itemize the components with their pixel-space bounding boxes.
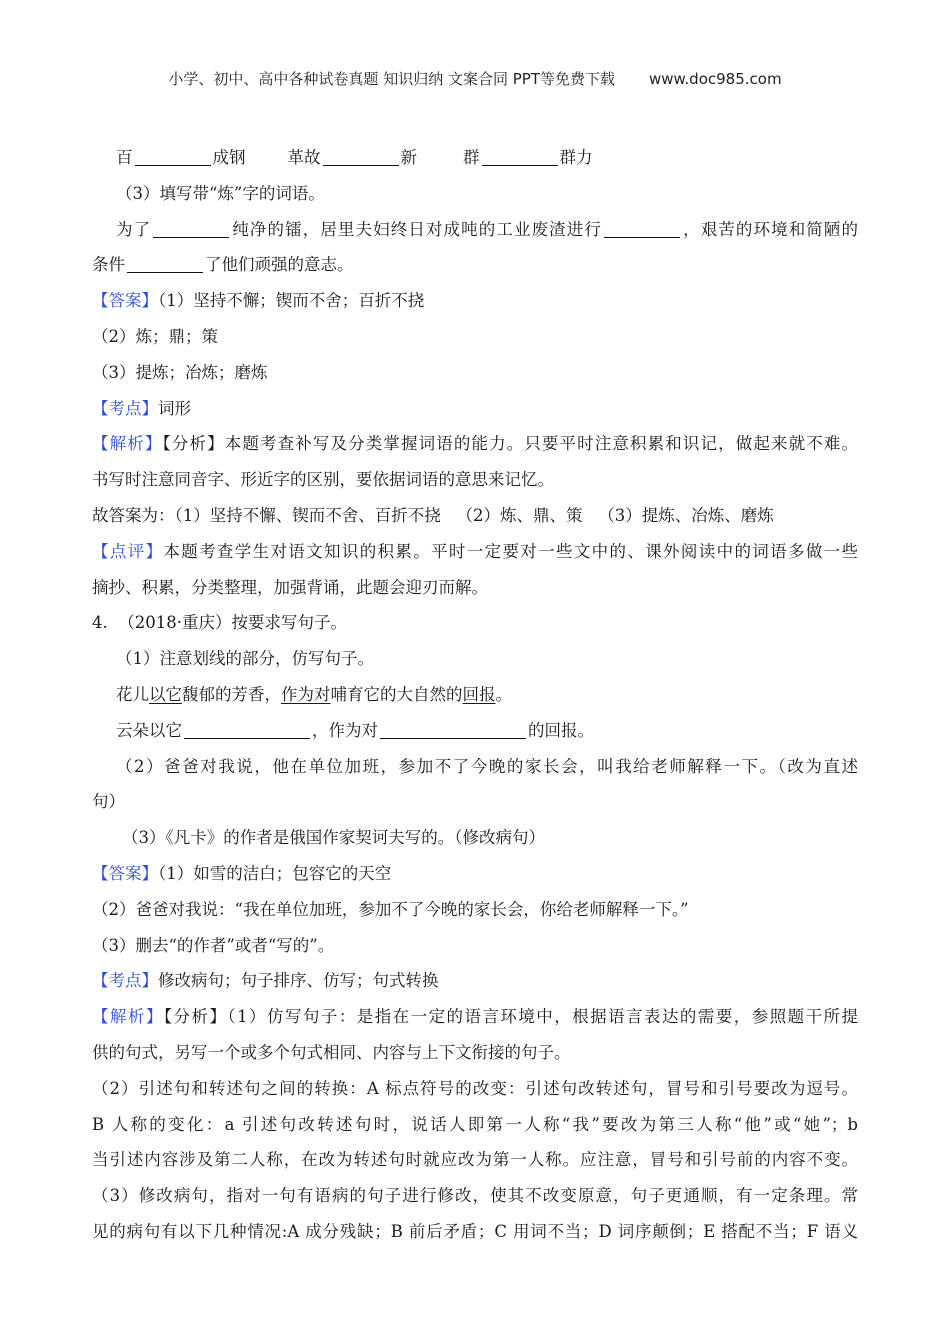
blank — [184, 720, 310, 739]
q3-line1 — [92, 212, 858, 248]
answer-text: （1）如雪的洁白；包容它的天空 — [158, 863, 392, 883]
q4-sample-sentence — [92, 677, 858, 713]
text: ，艰苦的环境和简陋的 — [681, 219, 859, 239]
q3-prompt: （3）填写带“炼”字的词语。 — [116, 183, 325, 203]
analysis-text: 【分析】（1）仿写句子：是指在一定的语言环境中，根据语言表达的需要，参照题干所提 — [163, 1007, 859, 1027]
header-url[interactable]: www.doc985.com — [648, 70, 782, 88]
topic-2 — [92, 963, 858, 999]
word-fragment: 百 — [116, 148, 133, 167]
blank — [135, 147, 211, 166]
underlined-text: 作为对 — [281, 684, 331, 704]
analysis-2 — [92, 999, 858, 1035]
word-fragment: 新 — [400, 148, 417, 167]
q4-part1: （1）注意划线的部分，仿写句子。 — [116, 649, 374, 669]
analysis-2-line2: 供的句式，另写一个或多个句式相同、内容与上下文衔接的句子。 — [92, 1042, 571, 1062]
topic-tag: 【考点】 — [92, 398, 158, 418]
comment-tag: 【点评】 — [92, 541, 164, 561]
text: 馥郁的芳香， — [182, 684, 281, 704]
topic-text: 词形 — [158, 398, 191, 418]
analysis-text: 【分析】本题考查补写及分类掌握词语的能力。只要平时注意积累和识记，做起来就不难。 — [162, 434, 859, 454]
analysis-1-line3: 故答案为：（1）坚持不懈、锲而不舍、百折不挠 （2）炼、鼎、策 （3）提炼、冶炼、磨炼 — [92, 505, 774, 525]
q4-imitate-sentence — [92, 713, 858, 749]
header-text: 小学、初中、高中各种试卷真题 知识归纳 文案合同 PPT等免费下载 — [168, 70, 615, 88]
analysis-tag: 【解析】 — [92, 1007, 164, 1027]
text: 纯净的镭，居里夫妇终日对成吨的工业废渣进行 — [231, 219, 602, 239]
topic-1 — [92, 391, 858, 427]
analysis-2-line5: 当引述内容涉及第二人称，在改为转述句时就应改为第一人称。应注意，冒号和引号前的内容不变。 — [92, 1150, 858, 1170]
answer-text: （1）坚持不懈；锲而不舍；百折不挠 — [158, 291, 425, 311]
text: 。 — [495, 684, 512, 704]
comment-1 — [92, 534, 858, 570]
text: 条件 — [92, 255, 125, 275]
answer-2 — [92, 856, 858, 892]
blank — [482, 147, 558, 166]
q4-part3: （3）《凡卡》的作者是俄国作家契诃夫写的。（修改病句） — [122, 828, 545, 848]
q4-part2: （2）爸爸对我说，他在单位加班，参加不了今晚的家长会，叫我给老师解释一下。（改为直述 — [116, 756, 858, 776]
analysis-1-line2: 书写时注意同音字、形近字的区别，要依据词语的意思来记忆。 — [92, 470, 554, 490]
q4-part2-line2: 句） — [92, 792, 125, 812]
answer-1-line2: （2）炼；鼎；策 — [92, 326, 218, 346]
text: ，作为对 — [312, 720, 378, 740]
analysis-2-line4: B 人称的变化：a 引述句改转述句时，说话人即第一人称“我”要改为第三人称“他”或“她”；b — [92, 1114, 858, 1134]
analysis-1 — [92, 426, 858, 462]
q3-line2 — [92, 247, 858, 283]
question-4-title: 4. （2018·重庆）按要求写句子。 — [92, 613, 347, 633]
blank — [323, 147, 399, 166]
fill-row — [92, 140, 858, 176]
text: 哺育它的大自然的 — [330, 684, 463, 704]
text: 的回报。 — [528, 720, 594, 740]
word-fragment: 革故 — [287, 148, 321, 167]
comment-text: 本题考查学生对语文知识的积累。平时一定要对一些文中的、课外阅读中的词语多做一些 — [163, 541, 859, 561]
page-header — [0, 68, 950, 89]
text: 花儿 — [116, 684, 149, 704]
answer-tag: 【答案】 — [92, 863, 158, 883]
analysis-2-line6: （3）修改病句，指对一句有语病的句子进行修改，使其不改变原意，句子更通顺，有一定条理。常 — [92, 1186, 858, 1206]
answer-2-line3: （3）删去“的作者”或者“写的”。 — [92, 935, 335, 955]
answer-1-line3: （3）提炼；冶炼；磨炼 — [92, 362, 268, 382]
document-body — [92, 140, 858, 1250]
answer-1 — [92, 283, 858, 319]
word-fragment: 成钢 — [212, 148, 246, 167]
text: 云朵以它 — [116, 720, 182, 740]
answer-tag: 【答案】 — [92, 291, 158, 311]
blank — [604, 219, 680, 238]
analysis-2-line7: 见的病句有以下几种情况:A 成分残缺；B 前后矛盾；C 用词不当；D 词序颠倒；E 搭配不当；F 语义 — [92, 1221, 858, 1241]
underlined-text: 以它 — [149, 684, 182, 704]
text: 了他们顽强的意志。 — [205, 255, 354, 275]
answer-2-line2: （2）爸爸对我说：“我在单位加班，参加不了今晚的家长会，你给老师解释一下。” — [92, 899, 689, 919]
analysis-2-line3: （2）引述句和转述句之间的转换：A 标点符号的改变：引述句改转述句，冒号和引号要改为逗号。 — [92, 1078, 858, 1098]
topic-tag: 【考点】 — [92, 971, 158, 991]
blank — [380, 720, 526, 739]
word-fragment: 群 — [463, 148, 480, 167]
underlined-text: 回报 — [462, 684, 496, 704]
comment-1-line2: 摘抄、积累，分类整理，加强背诵，此题会迎刃而解。 — [92, 577, 488, 597]
text: 为了 — [116, 219, 152, 239]
topic-text: 修改病句；句子排序、仿写；句式转换 — [158, 971, 439, 991]
blank — [153, 219, 229, 238]
blank — [127, 254, 203, 273]
analysis-tag: 【解析】 — [92, 434, 163, 454]
word-fragment: 群力 — [559, 148, 593, 167]
